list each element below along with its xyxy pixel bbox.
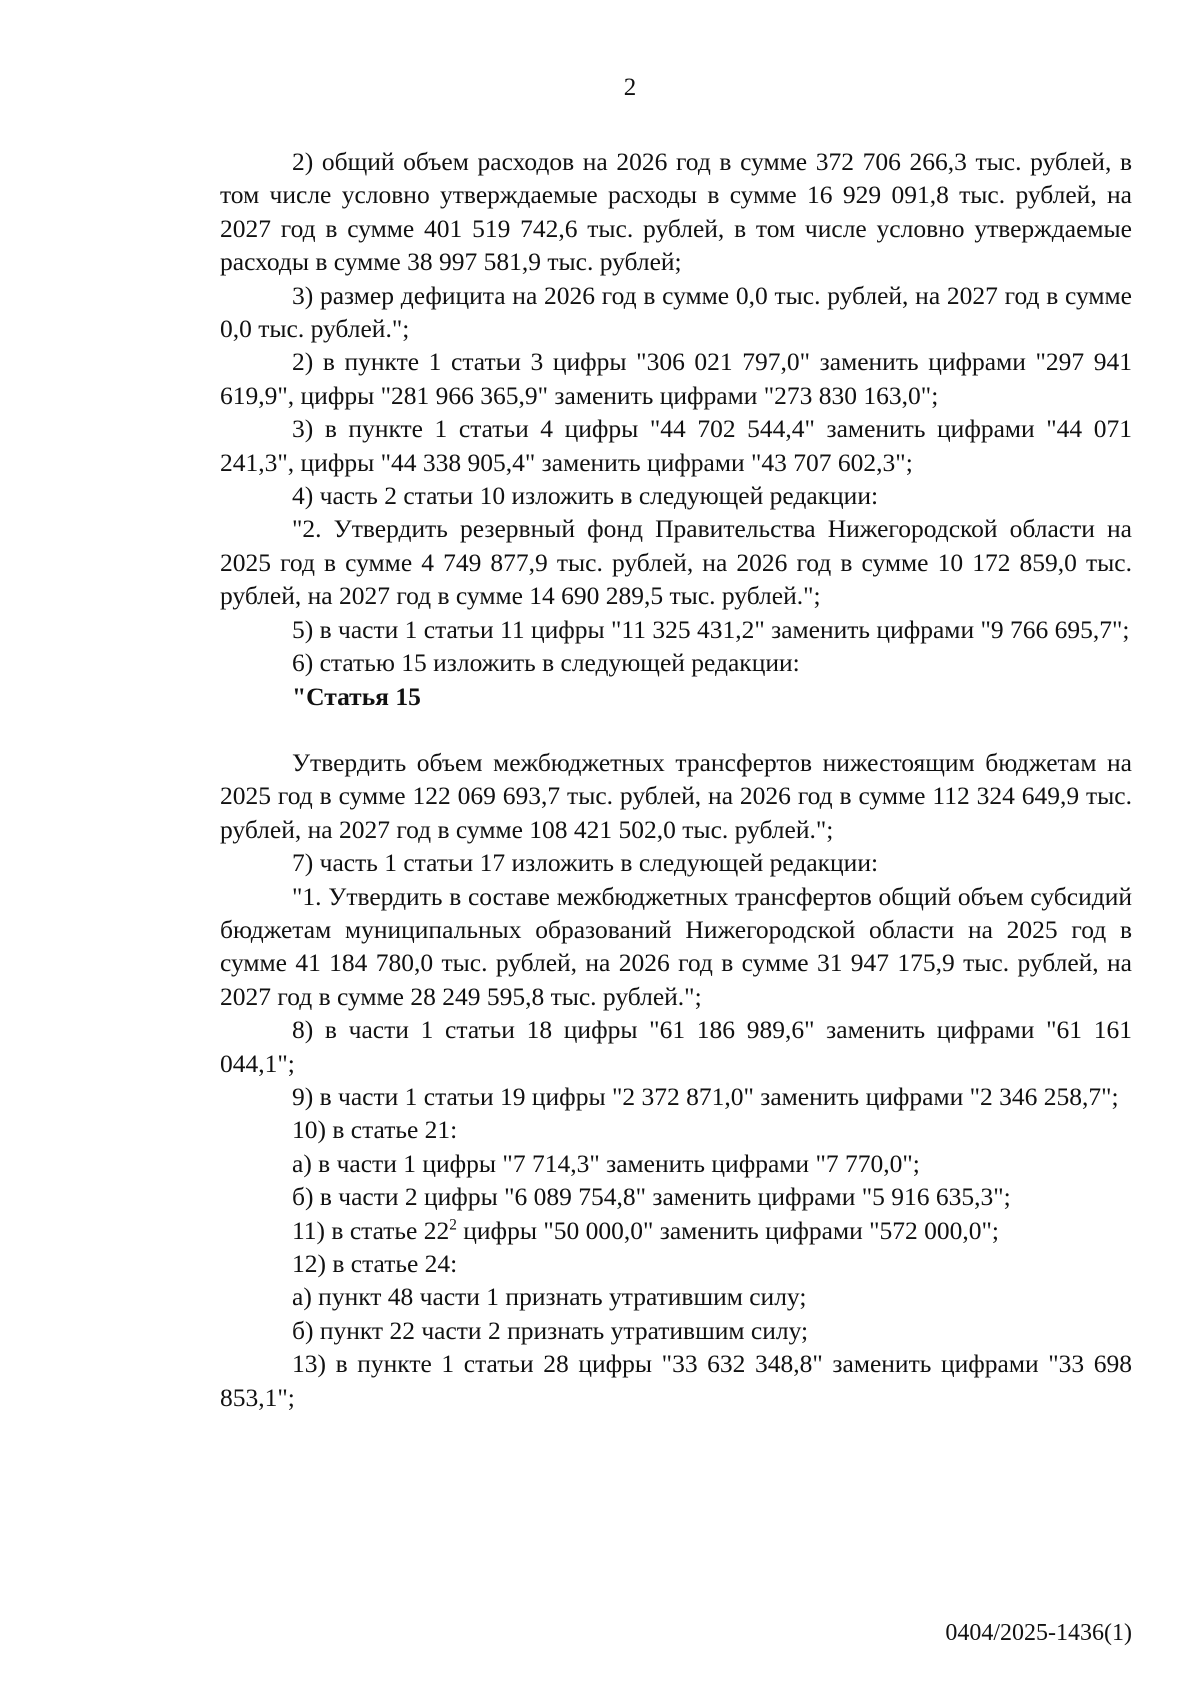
paragraph: "2. Утвердить резервный фонд Правительства Нижегородской области на 2025 год в сумме 4 749 877,9 тыс. рублей, на 2026 год в сумме 10 172 859,0 тыс. рублей, на 2027 год в сумме 14 690 289,5 тыс. рублей."; [220,514,1132,611]
superscript: 2 [449,1216,457,1234]
paragraph: б) в части 2 цифры "6 089 754,8" заменить цифрами "5 916 635,3"; [292,1182,1011,1212]
paragraph: 6) статью 15 изложить в следующей редакции: [292,648,800,678]
paragraph: а) пункт 48 части 1 признать утратившим силу; [292,1282,807,1312]
paragraph: 8) в части 1 статьи 18 цифры "61 186 989,6" заменить цифрами "61 161 044,1"; [220,1015,1132,1078]
paragraph-article-22-2 [220,1214,1132,1247]
paragraph: 10) в статье 21: [292,1115,458,1145]
paragraph: "1. Утвердить в составе межбюджетных трансфертов общий объем субсидий бюджетам муниципальных образований Нижегородской области на 2025 год в сумме 41 184 780,0 тыс. рублей, на 2026 год в сумме 31 947 175,9 тыс. рублей, на 2027 год в сумме 28 249 595,8 тыс. рублей."; [220,881,1132,1011]
paragraph: 13) в пункте 1 статьи 28 цифры "33 632 348,8" заменить цифрами "33 698 853,1"; [220,1349,1132,1412]
paragraph: 3) размер дефицита на 2026 год в сумме 0,0 тыс. рублей, на 2027 год в сумме 0,0 тыс. рублей."; [220,280,1132,344]
paragraph: 2) в пункте 1 статьи 3 цифры "306 021 797,0" заменить цифрами "297 941 619,9", цифры "281 966 365,9" заменить цифрами "273 830 163,0"; [220,347,1132,410]
paragraph-text: 11) в статье 22 [292,1215,450,1245]
paragraph: 4) часть 2 статьи 10 изложить в следующей редакции: [292,481,879,511]
document-code: 0404/2025-1436(1) [945,1620,1132,1646]
page-number: 2 [623,74,637,101]
paragraph: б) пункт 22 части 2 признать утратившим силу; [292,1315,809,1345]
paragraph: 5) в части 1 статьи 11 цифры "11 325 431,2" заменить цифрами "9 766 695,7"; [292,614,1130,644]
paragraph: 9) в части 1 статьи 19 цифры "2 372 871,0" заменить цифрами "2 346 258,7"; [292,1081,1119,1111]
paragraph: 7) часть 1 статьи 17 изложить в следующей редакции: [292,848,879,878]
paragraph-text-tail: цифры "50 000,0" заменить цифрами "572 000,0"; [463,1215,1000,1245]
paragraph: 2) общий объем расходов на 2026 год в сумме 372 706 266,3 тыс. рублей, в том числе условно утверждаемые расходы в сумме 16 929 091,8 тыс. рублей, на 2027 год в сумме 401 519 742,6 тыс. рублей, в том числе условно утверждаемые расходы в сумме 38 997 581,9 тыс. рублей; [220,147,1132,277]
document-body [220,145,1132,1414]
paragraph: 12) в статье 24: [292,1249,458,1278]
paragraph: Утвердить объем межбюджетных трансфертов нижестоящим бюджетам на 2025 год в сумме 122 069 693,7 тыс. рублей, на 2026 год в сумме 112 324 649,9 тыс. рублей, на 2027 год в сумме 108 421 502,0 тыс. рублей."; [220,747,1132,844]
paragraph: 3) в пункте 1 статьи 4 цифры "44 702 544,4" заменить цифрами "44 071 241,3", цифры "44 338 905,4" заменить цифрами "43 707 602,3"; [220,414,1132,477]
paragraph: а) в части 1 цифры "7 714,3" заменить цифрами "7 770,0"; [292,1148,920,1178]
article-heading: "Статья 15 [292,681,421,711]
